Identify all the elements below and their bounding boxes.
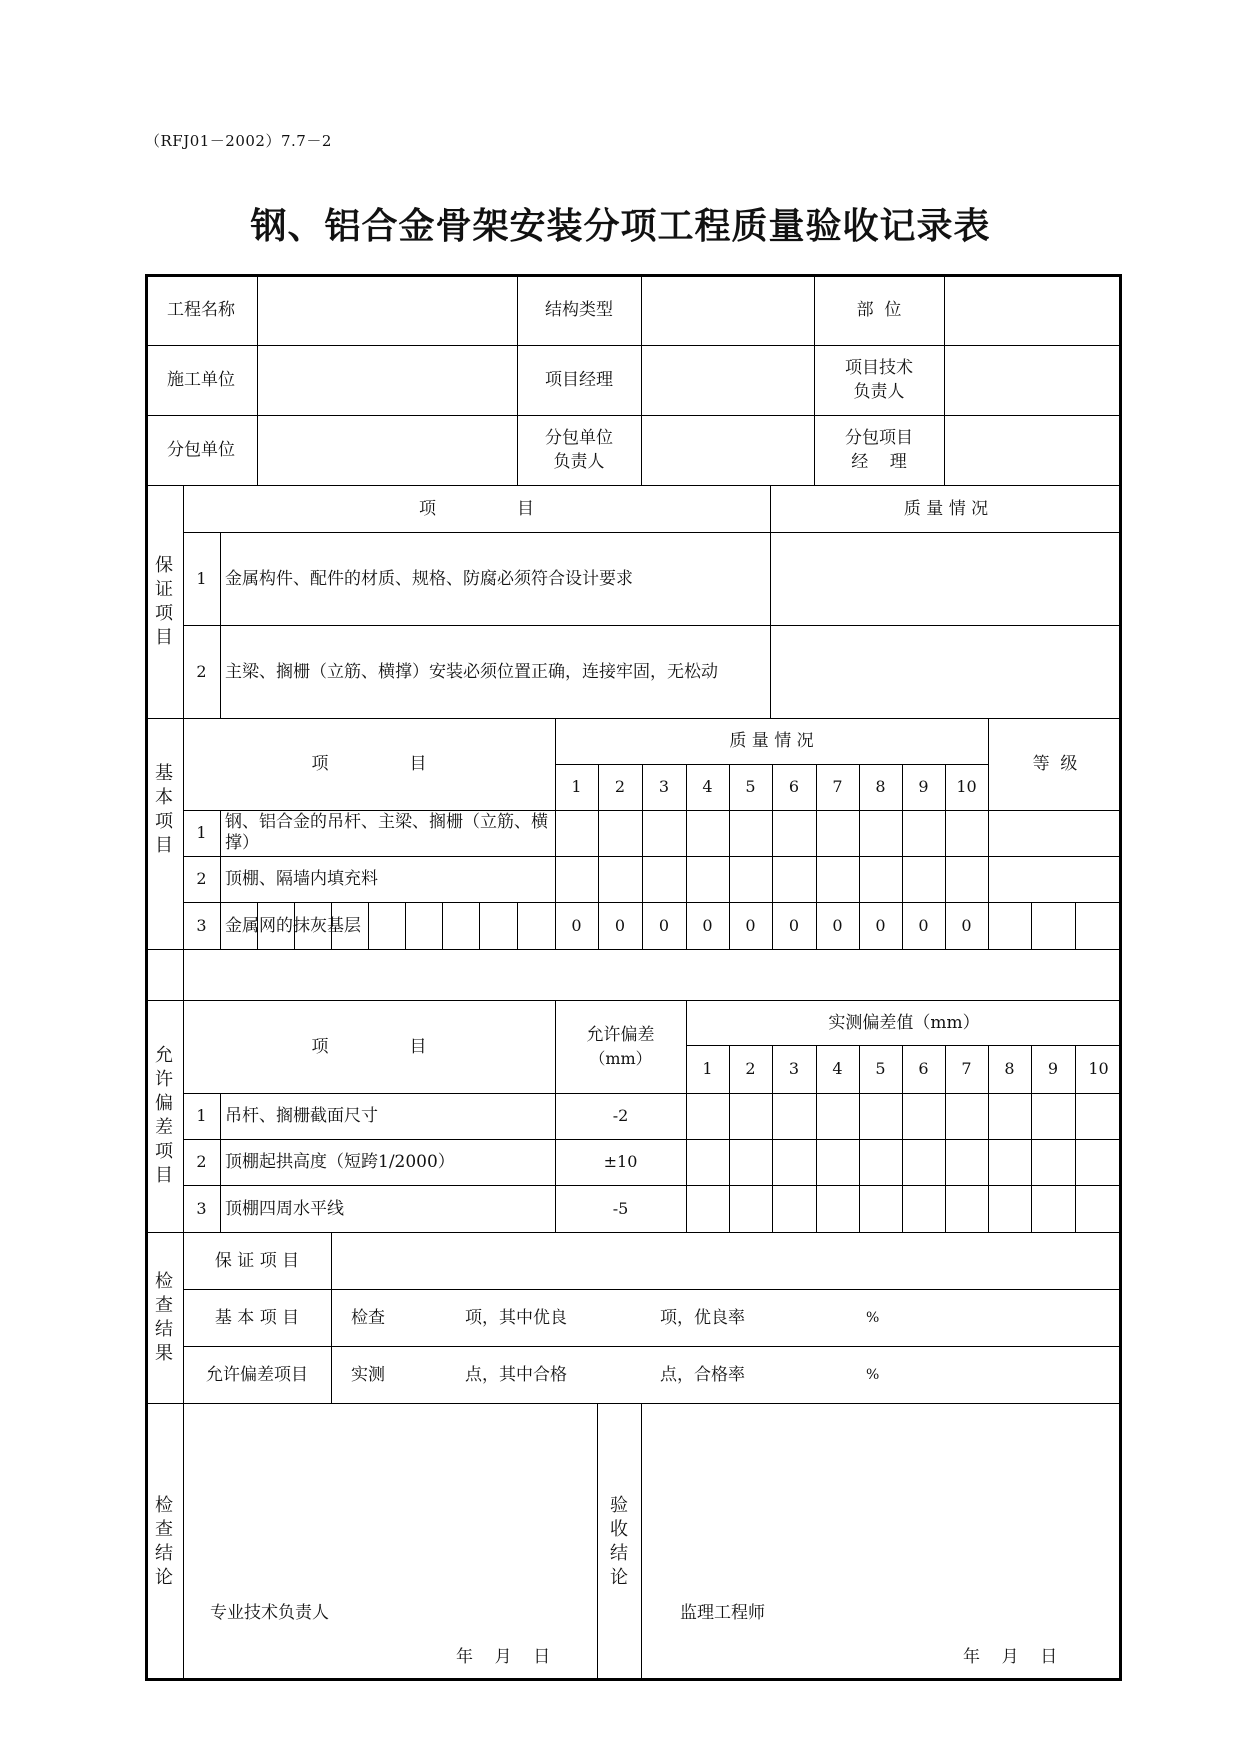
date-left: 年 月 日 (456, 1647, 551, 1667)
quality-col-num: 7 (832, 777, 843, 796)
sub-pm-field[interactable] (944, 415, 1122, 485)
quality-col-num: 6 (788, 777, 800, 796)
page-title: 钢、铝合金骨架安装分项工程质量验收记录表 (250, 206, 991, 247)
structure-type-label: 结构类型 (545, 299, 613, 320)
zero-cell: 0 (788, 915, 800, 935)
tech-lead-label: 项目技术 负责人 (845, 358, 913, 402)
guarantee-item-header: 项 目 (418, 498, 535, 519)
tolerance-row-value: -2 (612, 1106, 629, 1125)
project-manager-label: 项目经理 (545, 370, 613, 390)
tech-lead-field[interactable] (944, 345, 1122, 415)
measured-col-num: 4 (832, 1059, 843, 1078)
basic-row-text: 顶棚、隔墙内填充料 (225, 869, 378, 889)
zero-cell: 0 (745, 915, 756, 935)
guarantee-row-no: 2 (196, 661, 207, 681)
location-field[interactable] (944, 274, 1122, 345)
result-basic-label: 基 本 项 目 (214, 1307, 300, 1328)
result-guarantee-field[interactable] (331, 1232, 1122, 1289)
contractor-field[interactable] (257, 345, 517, 415)
tolerance-row-no: 3 (196, 1198, 207, 1218)
tolerance-check-text: 实测 (351, 1364, 385, 1385)
measured-col-num: 3 (788, 1059, 800, 1078)
guarantee-row-quality[interactable] (770, 625, 1122, 718)
tolerance-pass-text: 点，其中合格 (465, 1364, 567, 1385)
tolerance-row-no: 1 (196, 1106, 207, 1125)
measured-col-num: 6 (918, 1059, 929, 1078)
location-label: 部 位 (856, 299, 902, 320)
zero-cell: 0 (961, 915, 972, 935)
sub-lead-field[interactable] (641, 415, 814, 485)
result-guarantee-label: 保 证 项 目 (214, 1250, 300, 1271)
measured-col-num: 8 (1004, 1059, 1015, 1078)
basic-row-no: 3 (196, 915, 207, 935)
basic-row-no: 2 (196, 869, 207, 888)
basic-check-text: 检查 (351, 1307, 385, 1328)
project-manager-field[interactable] (641, 345, 814, 415)
basic-excellent-text: 项，其中优良 (465, 1307, 567, 1328)
measured-col-num: 7 (961, 1059, 972, 1078)
tolerance-row-text: 顶棚起拱高度（短跨1/2000） (225, 1152, 455, 1172)
quality-col-num: 10 (956, 777, 977, 796)
project-name-label: 工程名称 (167, 299, 235, 320)
tolerance-row-no: 2 (196, 1152, 207, 1171)
tolerance-row-text: 吊杆、搁栅截面尺寸 (225, 1106, 378, 1126)
zero-cell: 0 (875, 915, 886, 935)
tolerance-percent: % (866, 1366, 880, 1383)
subcontractor-field[interactable] (257, 415, 517, 485)
quality-col-num: 1 (571, 777, 582, 796)
accept-conclusion-field[interactable] (641, 1403, 1122, 1681)
tech-lead-signature-label: 专业技术负责人 (210, 1603, 329, 1623)
quality-col-num: 3 (658, 777, 670, 796)
measured-col-num: 10 (1088, 1059, 1109, 1078)
structure-type-field[interactable] (641, 274, 814, 345)
basic-row-text: 钢、铝合金的吊杆、主梁、搁栅（立筋、横撑） (225, 812, 548, 853)
tolerance-section-label: 允许偏差项目 (155, 1045, 173, 1186)
measured-header: 实测偏差值（mm） (828, 1012, 980, 1033)
project-name-field[interactable] (257, 274, 517, 345)
basic-quality-header: 质 量 情 况 (729, 731, 814, 751)
contractor-label: 施工单位 (167, 370, 235, 390)
basic-item-header: 项 目 (311, 754, 427, 774)
zero-cell: 0 (658, 915, 670, 935)
measured-col-num: 5 (875, 1059, 886, 1078)
guarantee-quality-header: 质 量 情 况 (903, 498, 989, 519)
zero-cell: 0 (832, 915, 843, 935)
tolerance-row-text: 顶棚四周水平线 (225, 1198, 344, 1219)
guarantee-row-no: 1 (196, 568, 207, 588)
supervisor-signature-label: 监理工程师 (680, 1603, 765, 1623)
date-right: 年 月 日 (963, 1647, 1058, 1667)
subcontractor-label: 分包单位 (167, 440, 235, 460)
check-conclusion-label: 检查结论 (155, 1495, 173, 1588)
tolerance-row-value: ±10 (603, 1152, 638, 1171)
form-code: （RFJ01－2002）7.7－2 (145, 132, 332, 150)
tolerance-rate-text: 点，合格率 (660, 1364, 745, 1385)
tolerance-item-header: 项 目 (311, 1036, 427, 1057)
basic-row-text: 金属网的抹灰基层 (225, 915, 361, 936)
accept-conclusion-label: 验收结论 (610, 1495, 628, 1588)
measured-col-num: 9 (1047, 1059, 1059, 1078)
measured-col-num: 1 (702, 1059, 713, 1078)
check-conclusion-field[interactable] (183, 1403, 597, 1681)
zero-cell: 0 (614, 915, 626, 935)
basic-percent: % (866, 1309, 880, 1326)
zero-cell: 0 (918, 915, 929, 935)
quality-col-num: 2 (614, 777, 626, 796)
guarantee-row-quality[interactable] (770, 532, 1122, 625)
quality-col-num: 9 (918, 777, 929, 796)
tolerance-row-value: -5 (612, 1198, 629, 1218)
basic-grade-header: 等 级 (1032, 754, 1078, 774)
guarantee-row-text: 主梁、搁栅（立筋、横撑）安装必须位置正确，连接牢固，无松动 (225, 661, 718, 682)
sub-lead-label: 分包单位 负责人 (545, 428, 613, 472)
guarantee-section-label: 保证项目 (155, 554, 173, 648)
zero-cell: 0 (702, 915, 713, 935)
basic-rate-text: 项，优良率 (660, 1307, 745, 1328)
sub-pm-label: 分包项目 经 理 (845, 428, 913, 472)
quality-col-num: 5 (745, 777, 756, 796)
quality-col-num: 4 (702, 777, 713, 796)
basic-section-label: 基本项目 (155, 763, 173, 856)
result-section-label: 检查结果 (155, 1270, 173, 1364)
result-tolerance-label: 允许偏差项目 (206, 1364, 308, 1385)
tolerance-value-header: 允许偏差 （mm） (586, 1024, 655, 1068)
quality-col-num: 8 (875, 777, 886, 796)
basic-row-no: 1 (196, 823, 207, 842)
measured-col-num: 2 (745, 1059, 756, 1078)
guarantee-row-text: 金属构件、配件的材质、规格、防腐必须符合设计要求 (225, 568, 633, 589)
zero-cell: 0 (571, 915, 582, 935)
